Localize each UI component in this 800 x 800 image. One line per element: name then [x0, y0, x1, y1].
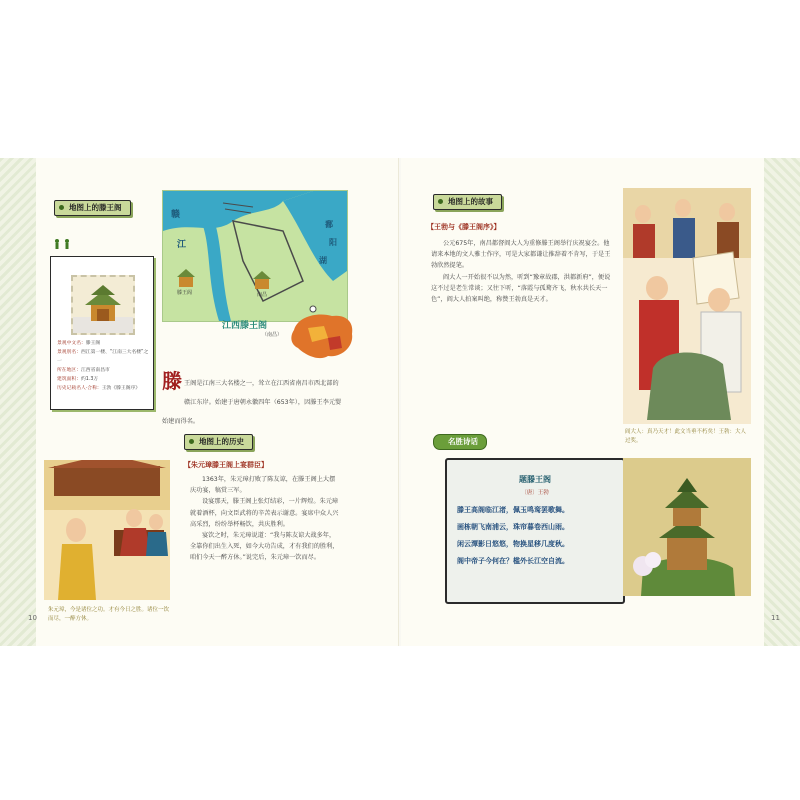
info-value: 江西省南昌市	[81, 368, 110, 373]
decorative-border-right	[764, 158, 800, 646]
book-spread	[0, 158, 800, 646]
info-row	[57, 384, 149, 393]
banquet-illustration	[44, 460, 170, 600]
walking-people-icon	[52, 238, 74, 252]
story-paragraph: 公元675年，南昌都督阎大人为重修滕王阁举行庆祝宴会。他请来本地的文人雅士作序，可是大家都谦让推辞着不肯写，于是王勃欣然提笔。	[431, 240, 611, 270]
info-value: 王勃《滕王阁序》	[101, 386, 141, 391]
pavilion-illustration	[623, 458, 751, 596]
info-label: 历史记载名人·合称：	[57, 386, 102, 391]
page-number: 10	[28, 614, 37, 622]
map-label: 赣	[171, 210, 181, 220]
poem-lines	[457, 502, 617, 570]
history-subhead: 【朱元璋滕王阁上宴群臣】	[184, 461, 268, 469]
map-caption-title: 江西滕王阁	[222, 321, 268, 331]
section-tag-poem	[433, 434, 487, 450]
bullet-icon	[189, 439, 194, 444]
story-illustration	[623, 188, 751, 424]
info-card	[50, 256, 154, 410]
info-label: 景观别名：	[57, 350, 81, 355]
map-label: 湖	[319, 256, 327, 265]
map-label: 阳	[329, 238, 337, 247]
map-caption	[222, 318, 282, 338]
page-number: 11	[771, 614, 780, 622]
intro-text: 王阁是江南三大名楼之一，耸立在江西省南昌市西北部的赣江东岸。始建于唐朝永徽四年（653年），因滕王李元婴始建而得名。	[162, 380, 342, 426]
info-label: 景观中文名：	[57, 341, 86, 346]
poem-line: 阁中帝子今何在？槛外长江空自流。	[457, 557, 569, 565]
decorative-border-left	[0, 158, 36, 646]
wangbo-scene	[623, 188, 751, 424]
info-value: 约1.3万	[81, 377, 99, 382]
section-title: 地图上的故事	[448, 197, 493, 206]
pavilion-icon	[73, 277, 133, 333]
section-title: 地图上的滕王阁	[69, 203, 122, 212]
left-page	[0, 158, 399, 646]
info-row	[57, 348, 149, 366]
info-row	[57, 366, 149, 375]
history-body	[190, 474, 340, 564]
info-label: 建筑面积：	[57, 377, 81, 382]
map-caption-subtitle: （南昌）	[262, 332, 283, 338]
story-subhead: 【王勃与《滕王阁序》】	[427, 223, 501, 231]
illustration-caption: 阎大人：真乃天才！此文当垂不朽矣！王勃：大人过奖。	[625, 429, 747, 444]
section-tag-story	[433, 194, 502, 210]
illustration-caption: 朱元璋，今是诸位之功。才有今日之胜。诸位一饮而尽，一醉方休。	[48, 607, 170, 622]
poem-title: 题滕王阁	[519, 475, 551, 484]
history-paragraph: 1363年，朱元璋打败了陈友谅，在滕王阁上大摆庆功宴，犒赏三军。	[190, 476, 336, 495]
info-label: 所在地区：	[57, 368, 81, 373]
banquet-scene	[44, 460, 170, 600]
section-title: 名胜诗话	[448, 437, 478, 446]
pavilion-scene	[623, 458, 751, 596]
section-tag-history	[184, 434, 253, 450]
story-body	[431, 238, 611, 305]
history-paragraph: 宴饮之时，朱元璋说道：“我与陈友谅大战多年，全靠你们出生入死，如今大功告成，才有我们的胜利，咱们今天一醉方休。”说完后，朱元璋一饮而尽。	[190, 532, 339, 562]
map-label: 滕王阁	[177, 290, 193, 296]
drop-cap: 滕	[162, 369, 182, 393]
map-label: 南昌	[257, 292, 268, 298]
history-paragraph: 设宴那天，滕王阁上张灯结彩，一片辉煌。朱元璋就着酒杯，向文臣武将的辛苦表示谢意。宴席中众人兴高采烈，纷纷举杯畅饮，共庆胜利。	[190, 498, 339, 528]
story-paragraph: 阎大人一开始很不以为然，听到“豫章故郡，洪都新府”，便说这不过是老生常谈；又往下听，“落霞与孤鹜齐飞，秋水共长天一色”，阎大人拍案叫绝，称赞王勃真是天才。	[431, 273, 611, 304]
right-page	[401, 158, 800, 646]
info-row	[57, 339, 149, 348]
info-value: 滕王阁	[85, 341, 101, 346]
poem-line: 闲云潭影日悠悠，物换星移几度秋。	[457, 540, 569, 548]
poem-scroll	[445, 458, 625, 604]
info-row	[57, 375, 149, 384]
map-label: 鄱	[325, 220, 333, 229]
info-rows	[57, 339, 149, 393]
intro-paragraph	[162, 370, 342, 428]
china-locator-map	[288, 308, 360, 364]
section-title: 地图上的历史	[199, 437, 244, 446]
region-map	[162, 190, 348, 322]
tengwang-stamp-photo	[71, 275, 135, 335]
info-value: 西江第一楼、“江南三大名楼”之一	[57, 350, 149, 364]
map-label: 江	[177, 240, 187, 250]
poem-line: 画栋朝飞南浦云，珠帘暮卷西山雨。	[457, 523, 569, 531]
poem-line: 滕王高阁临江渚，佩玉鸣鸾罢歌舞。	[457, 506, 569, 514]
poem-author: 〔唐〕王勃	[521, 490, 549, 496]
section-tag-map-tengwang	[54, 200, 131, 216]
bullet-icon	[438, 199, 443, 204]
bullet-icon	[59, 205, 64, 210]
